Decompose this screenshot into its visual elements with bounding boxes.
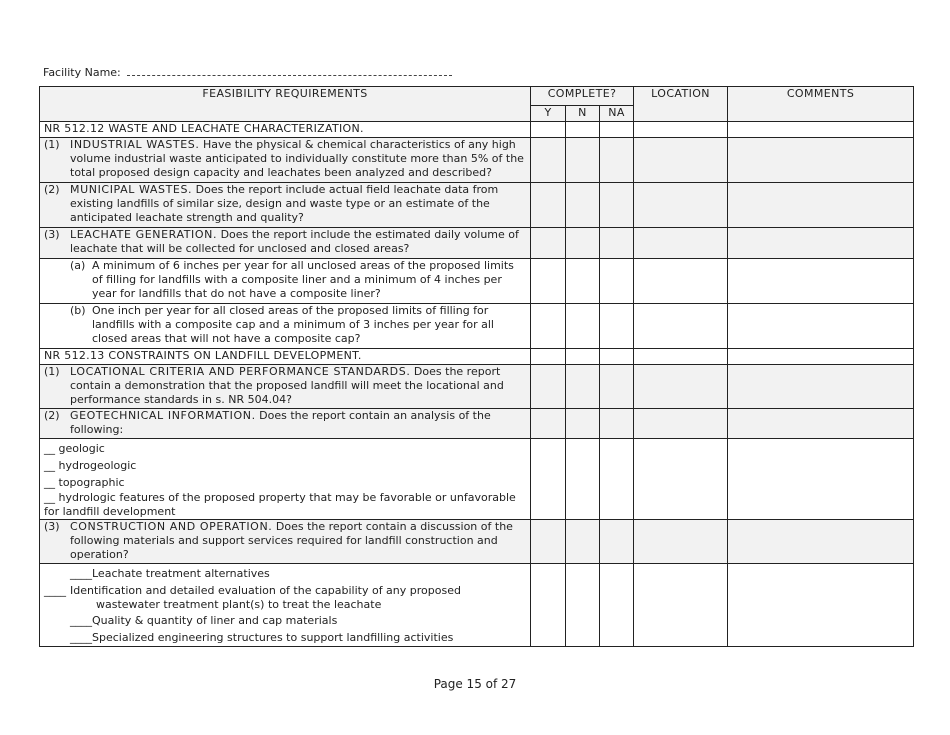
sub-requirement-row	[40, 259, 531, 304]
requirement-row	[40, 365, 531, 409]
n-cell[interactable]	[566, 183, 600, 228]
header-requirements: FEASIBILITY REQUIREMENTS	[40, 87, 531, 122]
y-cell[interactable]	[531, 259, 566, 304]
header-na: NA	[600, 106, 634, 122]
na-cell[interactable]	[600, 259, 634, 304]
check-text: Quality & quantity of liner and cap materials	[92, 614, 338, 627]
comments-cell[interactable]	[728, 564, 914, 647]
header-comments: COMMENTS	[728, 87, 914, 122]
comments-cell[interactable]	[728, 365, 914, 409]
item-number: (1)	[44, 138, 60, 151]
item-heading: LEACHATE GENERATION.	[70, 228, 218, 241]
check-blank[interactable]: __	[44, 442, 55, 455]
item-number: (3)	[44, 520, 60, 533]
item-number: (1)	[44, 365, 60, 378]
location-cell[interactable]	[634, 122, 728, 138]
comments-cell[interactable]	[728, 228, 914, 259]
n-cell[interactable]	[566, 365, 600, 409]
na-cell[interactable]	[600, 439, 634, 520]
geotechnical-checklist	[40, 439, 531, 520]
y-cell[interactable]	[531, 365, 566, 409]
check-text: Identification and detailed evaluation of the capability of any proposed wastewater treatment plant(s) to treat the leachate	[70, 584, 461, 611]
check-text: geologic	[58, 442, 105, 455]
location-cell[interactable]	[634, 409, 728, 439]
check-blank[interactable]: __	[44, 476, 55, 489]
comments-cell[interactable]	[728, 138, 914, 183]
check-blank[interactable]: ____	[70, 614, 92, 627]
check-blank[interactable]: __	[44, 459, 55, 472]
na-cell[interactable]	[600, 409, 634, 439]
location-cell[interactable]	[634, 365, 728, 409]
item-text: Does the report include actual field leachate data from existing landfills of similar size, design and waste type or an estimate of the anticipated leachate strength and quality?	[70, 183, 499, 224]
comments-cell[interactable]	[728, 259, 914, 304]
y-cell[interactable]	[531, 349, 566, 365]
header-n: N	[566, 106, 600, 122]
feasibility-table	[39, 86, 914, 647]
check-text: Leachate treatment alternatives	[92, 567, 270, 580]
comments-cell[interactable]	[728, 520, 914, 564]
item-number: (3)	[44, 228, 60, 241]
n-cell[interactable]	[566, 439, 600, 520]
item-heading: MUNICIPAL WASTES.	[70, 183, 193, 196]
sub-item-number: (b)	[70, 304, 86, 317]
location-cell[interactable]	[634, 228, 728, 259]
n-cell[interactable]	[566, 564, 600, 647]
item-number: (2)	[44, 183, 60, 196]
na-cell[interactable]	[600, 365, 634, 409]
y-cell[interactable]	[531, 183, 566, 228]
item-heading: CONSTRUCTION AND OPERATION.	[70, 520, 273, 533]
na-cell[interactable]	[600, 564, 634, 647]
comments-cell[interactable]	[728, 304, 914, 349]
n-cell[interactable]	[566, 304, 600, 349]
sub-requirement-row	[40, 304, 531, 349]
location-cell[interactable]	[634, 304, 728, 349]
checklist-item[interactable]	[44, 491, 526, 519]
header-complete: COMPLETE?	[531, 87, 634, 106]
location-cell[interactable]	[634, 564, 728, 647]
requirement-row	[40, 520, 531, 564]
item-text: Have the physical & chemical characteristics of any high volume industrial waste anticipated to individually constitute more than 5% of the total proposed design capacity and leachates been analyzed and described?	[70, 138, 524, 179]
location-cell[interactable]	[634, 439, 728, 520]
check-text: Specialized engineering structures to support landfilling activities	[92, 631, 454, 644]
y-cell[interactable]	[531, 304, 566, 349]
item-text: Does the report contain a demonstration that the proposed landfill will meet the locational and performance standards in s. NR 504.04?	[70, 365, 504, 406]
y-cell[interactable]	[531, 439, 566, 520]
construction-checklist	[40, 564, 531, 647]
item-number: (2)	[44, 409, 60, 422]
sub-item-number: (a)	[70, 259, 86, 272]
item-heading: LOCATIONAL CRITERIA AND PERFORMANCE STANDARDS.	[70, 365, 411, 378]
checklist-item[interactable]	[70, 629, 526, 646]
header-location: LOCATION	[634, 87, 728, 122]
location-cell[interactable]	[634, 259, 728, 304]
checklist-item[interactable]	[44, 474, 526, 491]
na-cell[interactable]	[600, 520, 634, 564]
na-cell[interactable]	[600, 122, 634, 138]
location-cell[interactable]	[634, 138, 728, 183]
n-cell[interactable]	[566, 349, 600, 365]
comments-cell[interactable]	[728, 439, 914, 520]
check-blank[interactable]: __	[44, 491, 55, 504]
n-cell[interactable]	[566, 228, 600, 259]
requirement-row	[40, 409, 531, 439]
y-cell[interactable]	[531, 122, 566, 138]
checklist-item[interactable]	[44, 440, 526, 457]
facility-name-blank[interactable]	[127, 66, 452, 76]
y-cell[interactable]	[531, 409, 566, 439]
checklist-item[interactable]	[44, 457, 526, 474]
y-cell[interactable]	[531, 520, 566, 564]
location-cell[interactable]	[634, 349, 728, 365]
n-cell[interactable]	[566, 409, 600, 439]
n-cell[interactable]	[566, 259, 600, 304]
facility-name-field[interactable]	[43, 66, 452, 79]
check-text: hydrologic features of the proposed property that may be favorable or unfavorable for landfill development	[44, 491, 516, 518]
comments-cell[interactable]	[728, 409, 914, 439]
y-cell[interactable]	[531, 228, 566, 259]
requirement-row	[40, 138, 531, 183]
location-cell[interactable]	[634, 520, 728, 564]
na-cell[interactable]	[600, 304, 634, 349]
section-title: NR 512.13 CONSTRAINTS ON LANDFILL DEVELOPMENT.	[40, 349, 531, 365]
comments-cell[interactable]	[728, 122, 914, 138]
header-y: Y	[531, 106, 566, 122]
na-cell[interactable]	[600, 228, 634, 259]
page-number: Page 15 of 27	[433, 677, 517, 691]
location-cell[interactable]	[634, 183, 728, 228]
sub-item-text: A minimum of 6 inches per year for all unclosed areas of the proposed limits of filling for landfills with a composite liner and a minimum of 4 inches per year for landfills that do not have a composite liner?	[92, 259, 514, 300]
check-text: topographic	[58, 476, 125, 489]
n-cell[interactable]	[566, 122, 600, 138]
facility-name-label: Facility Name:	[43, 66, 121, 79]
section-title: NR 512.12 WASTE AND LEACHATE CHARACTERIZATION.	[40, 122, 531, 138]
na-cell[interactable]	[600, 349, 634, 365]
comments-cell[interactable]	[728, 183, 914, 228]
sub-item-text: One inch per year for all closed areas of the proposed limits of filling for landfills with a composite cap and a minimum of 3 inches per year for all closed areas that will not have a composite cap?	[92, 304, 494, 345]
item-text: Does the report contain a discussion of the following materials and support services required for landfill construction and operation?	[70, 520, 513, 561]
check-blank[interactable]: ____	[70, 567, 92, 580]
requirement-row	[40, 183, 531, 228]
requirement-row	[40, 228, 531, 259]
comments-cell[interactable]	[728, 349, 914, 365]
item-text: Does the report contain an analysis of the following:	[70, 409, 491, 436]
n-cell[interactable]	[566, 138, 600, 183]
n-cell[interactable]	[566, 520, 600, 564]
y-cell[interactable]	[531, 564, 566, 647]
checklist-item[interactable]	[70, 565, 526, 582]
checklist-item[interactable]: ____ Identification and detailed evaluation of the capability of any proposed wastewater treatment plant(s) to treat the leachate	[44, 584, 461, 611]
na-cell[interactable]	[600, 138, 634, 183]
check-text: hydrogeologic	[58, 459, 137, 472]
item-heading: GEOTECHNICAL INFORMATION.	[70, 409, 256, 422]
check-blank[interactable]: ____	[70, 631, 92, 644]
item-text: Does the report include the estimated daily volume of leachate that will be collected for unclosed and closed areas?	[70, 228, 519, 255]
checklist-item[interactable]	[70, 612, 526, 629]
item-heading: INDUSTRIAL WASTES.	[70, 138, 200, 151]
na-cell[interactable]	[600, 183, 634, 228]
y-cell[interactable]	[531, 138, 566, 183]
